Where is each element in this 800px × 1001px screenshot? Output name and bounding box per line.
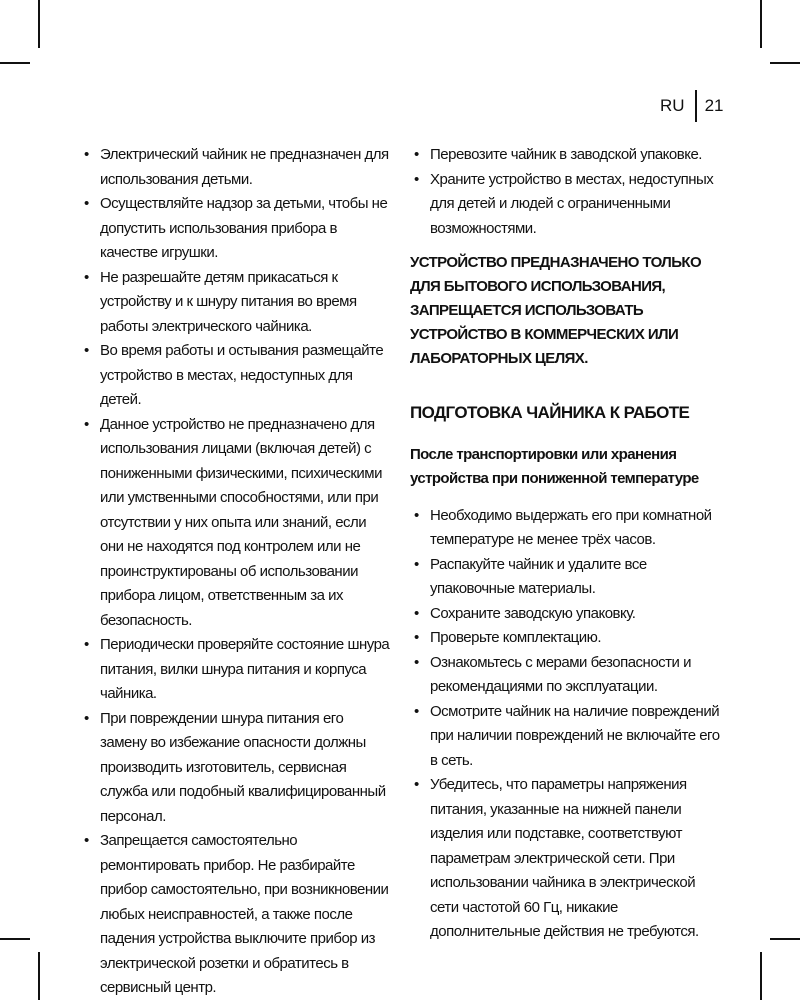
list-item: • Осмотрите чайник на наличие повреждений при наличии повреждений не включайте его в сеть. <box>410 700 720 774</box>
list-item: • Необходимо выдержать его при комнатной температуре не менее трёх часов. <box>410 504 720 553</box>
crop-mark-top-left-vertical <box>38 0 40 48</box>
list-item: • Во время работы и остывания размещайте устройство в местах, недоступных для детей. <box>80 339 390 413</box>
list-item: • Убедитесь, что параметры напряжения питания, указанные на нижней панели изделия или подставке, соответствуют параметрам электрической сети. При использовании чайника в электрической сети частотой 60 Гц, никакие дополнительные действия не требуются. <box>410 773 720 945</box>
list-item: • Данное устройство не предназначено для использования лицами (включая детей) с пониженными физическими, психическими или умственными способностями, или при отсутствии у них опыта или знаний, если они не находятся под контролем или не проинструктированы об использовании прибора лицом, ответственным за их безопасность. <box>80 413 390 634</box>
crop-mark-top-left-horizontal <box>0 62 30 64</box>
crop-mark-bottom-left-horizontal <box>0 938 30 940</box>
crop-mark-bottom-right-horizontal <box>770 938 800 940</box>
page-number: 21 <box>704 96 724 115</box>
list-item: • Храните устройство в местах, недоступных для детей и людей с ограниченными возможностями. <box>410 168 720 242</box>
header-separator <box>695 90 697 122</box>
list-item: • Электрический чайник не предназначен для использования детьми. <box>80 143 390 192</box>
safety-list-left <box>80 143 390 1001</box>
list-item: • Запрещается самостоятельно ремонтировать прибор. Не разбирайте прибор самостоятельно, при возникновении любых неисправностей, а также после падения устройства выключите прибор из электрической розетки и обратитесь в сервисный центр. <box>80 829 390 1001</box>
right-column <box>410 143 720 945</box>
crop-mark-bottom-right-vertical <box>760 952 762 1000</box>
section-title: ПОДГОТОВКА ЧАЙНИКА К РАБОТЕ <box>410 403 690 422</box>
list-item: • Ознакомьтесь с мерами безопасности и рекомендациями по эксплуатации. <box>410 651 720 700</box>
list-item: • При повреждении шнура питания его замену во избежание опасности должны производить изготовитель, сервисная служба или подобный квалифицированный персонал. <box>80 707 390 830</box>
list-item: • Проверьте комплектацию. <box>410 626 720 651</box>
subsection-title: После транспортировки или хранения устройства при пониженной температуре <box>410 445 699 487</box>
list-item: • Периодически проверяйте состояние шнура питания, вилки шнура питания и корпуса чайника. <box>80 633 390 707</box>
household-use-warning: УСТРОЙСТВО ПРЕДНАЗНАЧЕНО ТОЛЬКО ДЛЯ БЫТОВОГО ИСПОЛЬЗОВАНИЯ, ЗАПРЕЩАЕТСЯ ИСПОЛЬЗОВАТЬ УСТРОЙСТВО В КОММЕРЧЕСКИХ ИЛИ ЛАБОРАТОРНЫХ ЦЕЛЯХ. <box>410 254 702 367</box>
language-label: RU <box>660 96 685 115</box>
preparation-list <box>410 504 720 945</box>
list-item: • Перевозите чайник в заводской упаковке. <box>410 143 720 168</box>
list-item: • Не разрешайте детям прикасаться к устройству и к шнуру питания во время работы электрического чайника. <box>80 266 390 340</box>
list-item: • Осуществляйте надзор за детьми, чтобы не допустить использования прибора в качестве игрушки. <box>80 192 390 266</box>
crop-mark-top-right-vertical <box>760 0 762 48</box>
crop-mark-bottom-left-vertical <box>38 952 40 1000</box>
safety-list-right <box>410 143 720 241</box>
page-header <box>660 90 723 122</box>
left-column <box>80 143 390 1001</box>
list-item: • Распакуйте чайник и удалите все упаковочные материалы. <box>410 553 720 602</box>
list-item: • Сохраните заводскую упаковку. <box>410 602 720 627</box>
crop-mark-top-right-horizontal <box>770 62 800 64</box>
